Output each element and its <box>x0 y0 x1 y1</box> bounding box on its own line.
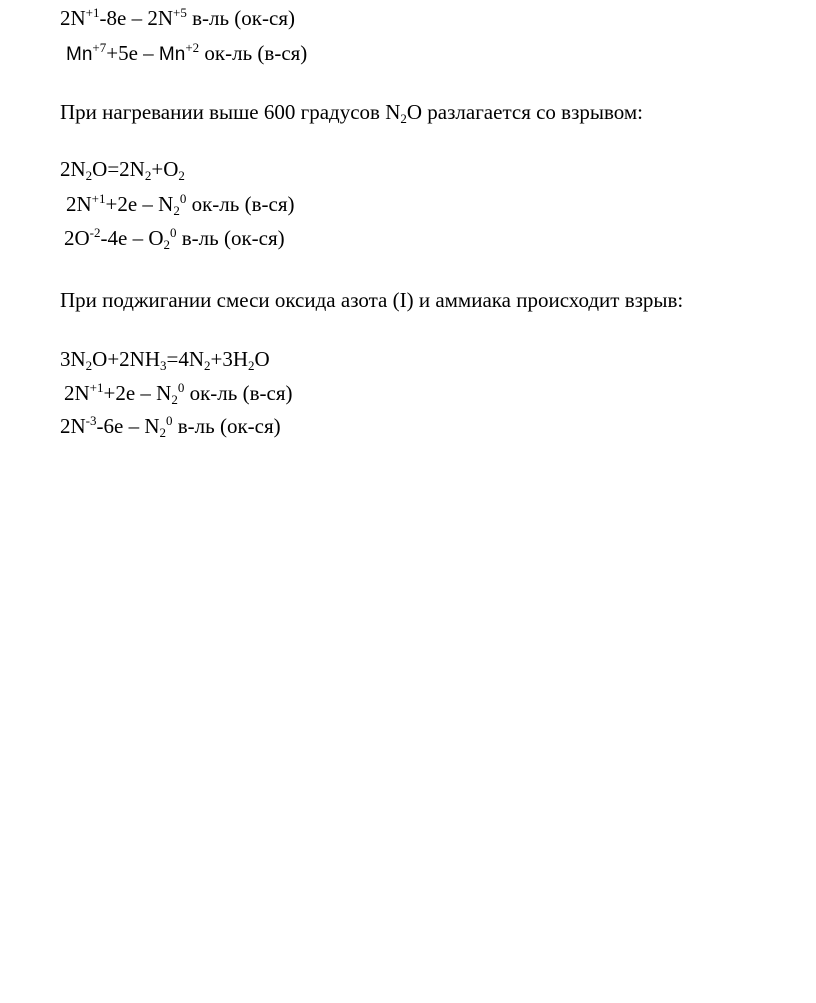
text-segment: +5e – <box>106 41 159 65</box>
equation-line <box>60 6 295 30</box>
superscript: 0 <box>177 380 185 395</box>
subscript: 2 <box>204 358 211 373</box>
equation-line <box>60 347 270 371</box>
superscript: -3 <box>85 413 97 428</box>
subscript: 2 <box>85 358 93 373</box>
text-segment: При поджигании смеси оксида азота (I) и аммиака происходит взрыв: <box>60 288 684 312</box>
text-segment: 2N <box>66 192 92 216</box>
subscript: 2 <box>163 237 170 252</box>
subscript: 2 <box>85 168 93 183</box>
superscript: -2 <box>89 225 101 240</box>
text-segment: в-ль (ок-ся) <box>176 226 285 250</box>
text-segment: в-ль (ок-ся) <box>172 414 281 438</box>
text-segment: O <box>254 347 270 371</box>
text-segment: в-ль (ок-ся) <box>186 6 295 30</box>
subscript: 2 <box>248 358 255 373</box>
text-segment: ок-ль (в-ся) <box>186 192 295 216</box>
subscript: 2 <box>171 392 178 407</box>
text-segment: -8e – 2N <box>99 6 173 30</box>
superscript: +1 <box>89 380 104 395</box>
text-segment: Mn <box>66 44 93 65</box>
equation-line <box>60 157 185 181</box>
text-segment: 2N <box>60 157 86 181</box>
text-segment: 3N <box>60 347 86 371</box>
superscript: 0 <box>166 413 173 428</box>
text-segment: 2N <box>60 6 86 30</box>
equation-line <box>60 414 281 438</box>
text-segment: +O <box>151 157 179 181</box>
text-segment: O разлагается со взрывом: <box>406 100 643 124</box>
equation-line <box>66 41 307 67</box>
superscript: +1 <box>85 5 100 20</box>
text-segment: -6e – N <box>96 414 160 438</box>
text-segment: +2e – N <box>103 381 172 405</box>
subscript: 2 <box>144 168 152 183</box>
text-segment: +3H <box>210 347 249 371</box>
text-segment: +2e – N <box>105 192 174 216</box>
superscript: 0 <box>170 225 177 240</box>
superscript: +7 <box>92 40 107 55</box>
subscript: 2 <box>159 425 166 440</box>
superscript: +2 <box>185 40 200 55</box>
text-segment: ок-ль (в-ся) <box>199 41 308 65</box>
superscript: +5 <box>173 5 187 20</box>
subscript: 2 <box>400 111 407 126</box>
text-segment: Mn <box>158 44 186 65</box>
text-segment: 2N <box>64 381 90 405</box>
paragraph-text <box>60 288 683 312</box>
equation-line <box>64 381 293 405</box>
equation-line <box>66 192 295 216</box>
text-segment: При нагревании выше 600 градусов N <box>60 100 401 124</box>
text-segment: 2O <box>64 226 90 250</box>
text-segment: 2N <box>60 414 86 438</box>
superscript: +1 <box>91 191 106 206</box>
text-segment: O+2NH <box>92 347 161 371</box>
subscript: 2 <box>173 203 180 218</box>
subscript: 3 <box>160 358 167 373</box>
text-segment: O=2N <box>92 157 145 181</box>
text-segment: -4e – O <box>100 226 164 250</box>
subscript: 2 <box>178 168 185 183</box>
equation-line <box>64 226 285 250</box>
paragraph-text <box>60 100 643 124</box>
superscript: 0 <box>179 191 187 206</box>
text-segment: =4N <box>166 347 205 371</box>
text-segment: ок-ль (в-ся) <box>184 381 293 405</box>
